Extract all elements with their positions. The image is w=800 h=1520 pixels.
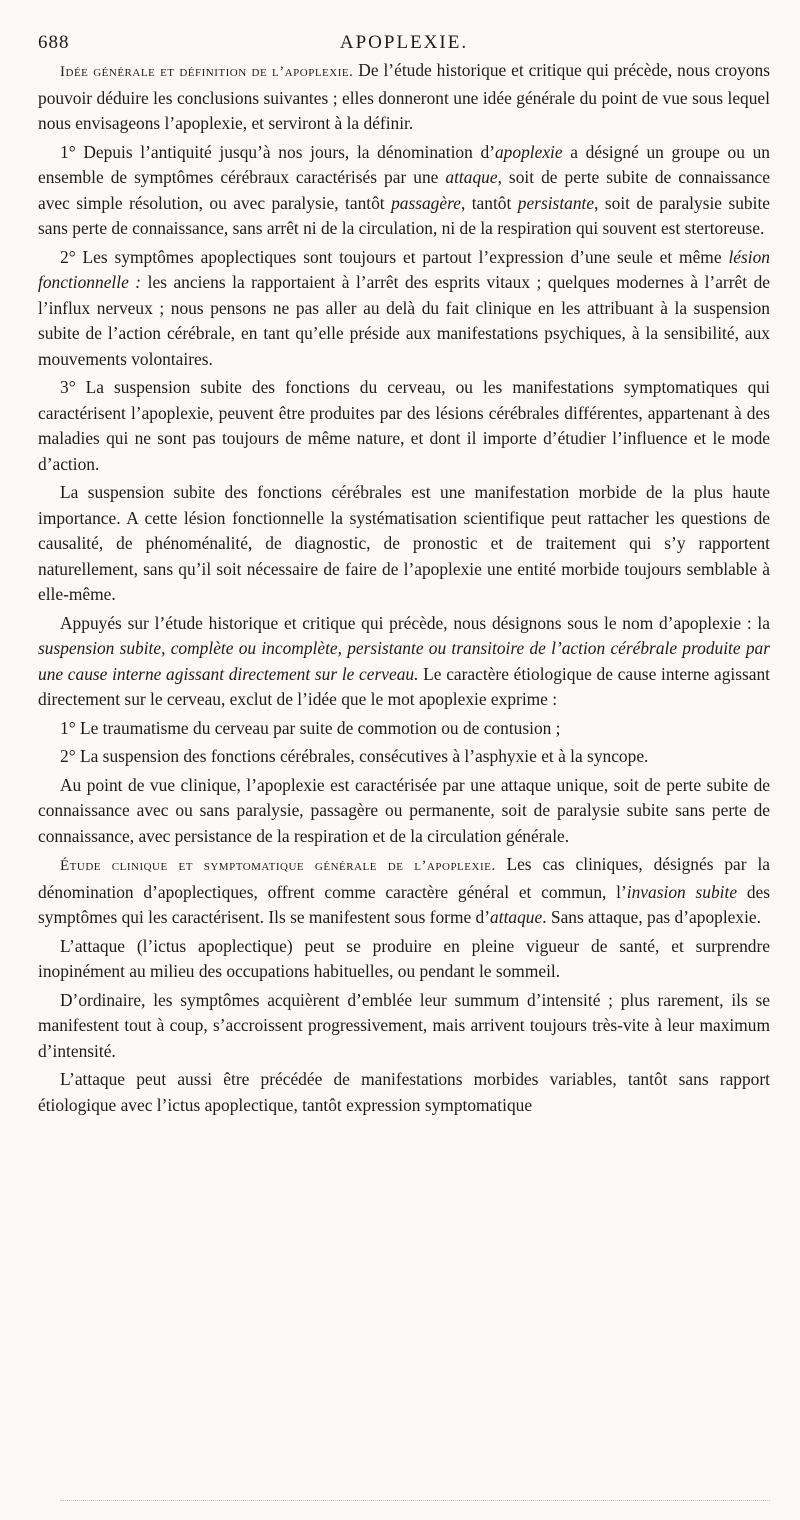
paragraph [38, 58, 770, 137]
paragraph [38, 773, 770, 850]
text-run: 1° Le traumatisme du cerveau par suite de commotion ou de contusion ; [60, 717, 561, 738]
page-number: 688 [38, 32, 70, 53]
paragraph [38, 375, 770, 477]
paragraph [38, 744, 770, 770]
text-run: , soit de perte subite de connaissance avec simple résolution, ou avec paralysie, tantôt [38, 167, 770, 213]
section-heading: Étude clinique et symptomatique générale de l’apoplexie. [60, 858, 496, 874]
running-header [38, 24, 770, 58]
text-run: , soit de paralysie subite sans perte de connaissance, sans arrêt ni de la circulation, ni de la respiration qui souvent est stertoreuse. [38, 192, 770, 238]
italic-run: passagère [391, 192, 461, 213]
text-run: , tantôt [460, 192, 518, 213]
italic-run: attaque [490, 907, 543, 927]
text-run: La suspension subite des fonctions cérébrales est une manifestation morbide de la plus haute importance. A cette lésion fonctionnelle la systématisation scientifique peut rattacher les questions de causalité, de phénoménalité, de diagnostic, de pronostic et de traitement qui s’y rapportent naturellement, sans qu’il soit nécessaire de faire de l’apoplexie une entité morbide toujours semblable à elle-même. [38, 482, 770, 604]
paragraph [38, 480, 770, 608]
text-run: De l’étude historique et critique qui précède, nous croyons pouvoir déduire les conclusions suivantes ; elles donneront une idée générale du point de vue sous lequel nous envisageons l’apoplexie, et serviront à la définir. [38, 60, 770, 133]
text-run: . Sans attaque, pas d’apoplexie. [542, 907, 761, 927]
paragraph [38, 988, 770, 1065]
italic-run: suspension subite, complète ou incomplète, persistante ou transitoire de l’action cérébrale produite par une cause interne agissant directement sur le cerveau. [38, 638, 770, 684]
text-run: Les cas cliniques, désignés par la dénomination d’apoplectiques, offrent comme caractère général et commun, l’ [38, 854, 770, 902]
text-run: Le caractère étiologique de cause interne agissant directement sur le cerveau, exclut de l’idée que le mot apoplexie exprime : [38, 663, 771, 709]
paragraph [38, 245, 770, 373]
text-run: Appuyés sur l’étude historique et critique qui précède, nous désignons sous le nom d’apoplexie : la [60, 612, 770, 633]
text-run: 2° La suspension des fonctions cérébrales, consécutives à l’asphyxie et à la syncope. [60, 746, 649, 766]
italic-run: apoplexie [494, 141, 563, 162]
paragraph [38, 934, 770, 985]
bottom-rule [60, 1500, 770, 1501]
text-run: 2° Les symptômes apoplectiques sont toujours et partout l’expression d’une seule et même [60, 246, 729, 267]
italic-run: persistante [517, 192, 595, 213]
paragraph [38, 140, 770, 242]
italic-run: invasion subite [626, 881, 738, 902]
text-run: a désigné un groupe ou un ensemble de symptômes cérébraux caractérisés par une [38, 141, 770, 187]
text-run: des symptômes qui les caractérisent. Ils se manifestent sous forme d’ [38, 881, 771, 927]
section-heading: Idée générale et définition de l’apoplexie. [60, 64, 354, 80]
text-run: L’attaque peut aussi être précédée de manifestations morbides variables, tantôt sans rapport étiologique avec l’ictus apoplectique, tantôt expression symptomatique [38, 1069, 770, 1115]
paragraph [38, 611, 770, 713]
italic-run: attaque [445, 167, 498, 187]
article-body [38, 58, 770, 1118]
text-run: 3° La suspension subite des fonctions du cerveau, ou les manifestations symptomatiques qui caractérisent l’apoplexie, peuvent être produites par des lésions cérébrales différentes, appartenant à des maladies qui ne sont pas toujours de même nature, et dont il importe d’étudier l’influence et le mode d’action. [38, 377, 770, 474]
text-run: L’attaque (l’ictus apoplectique) peut se produire en pleine vigueur de santé, et surprendre inopinément au milieu des occupations habituelles, ou pendant le sommeil. [38, 935, 770, 981]
paragraph [38, 716, 770, 742]
text-run: 1° Depuis l’antiquité jusqu’à nos jours, la dénomination d’ [60, 141, 495, 162]
text-run: D’ordinaire, les symptômes acquièrent d’emblée leur summum d’intensité ; plus rarement, ils se manifestent tout à coup, s’accroissent progressivement, mais arrivent toujours très-vite à leur maximum d’intensité. [38, 989, 770, 1061]
text-run: Au point de vue clinique, l’apoplexie est caractérisée par une attaque unique, soit de perte subite de connaissance avec ou sans paralysie, passagère ou permanente, soit de paralysie subite sans perte de connaissance, avec persistance de la respiration et de la circulation générale. [38, 774, 770, 846]
text-run: les anciens la rapportaient à l’arrêt des esprits vitaux ; quelques modernes à l’arrêt de l’influx nerveux ; nous pensons ne pas aller au delà du fait clinique en les attribuant à la suspension subite de l’action cérébrale, en tant qu’elle préside aux manifestations psychiques, à la sensibilité, aux mouvements volontaires. [38, 272, 770, 369]
running-title: APOPLEXIE. [339, 32, 469, 53]
italic-run: lésion fonctionnelle : [38, 246, 770, 292]
paragraph [38, 1067, 770, 1118]
paragraph [38, 852, 770, 931]
